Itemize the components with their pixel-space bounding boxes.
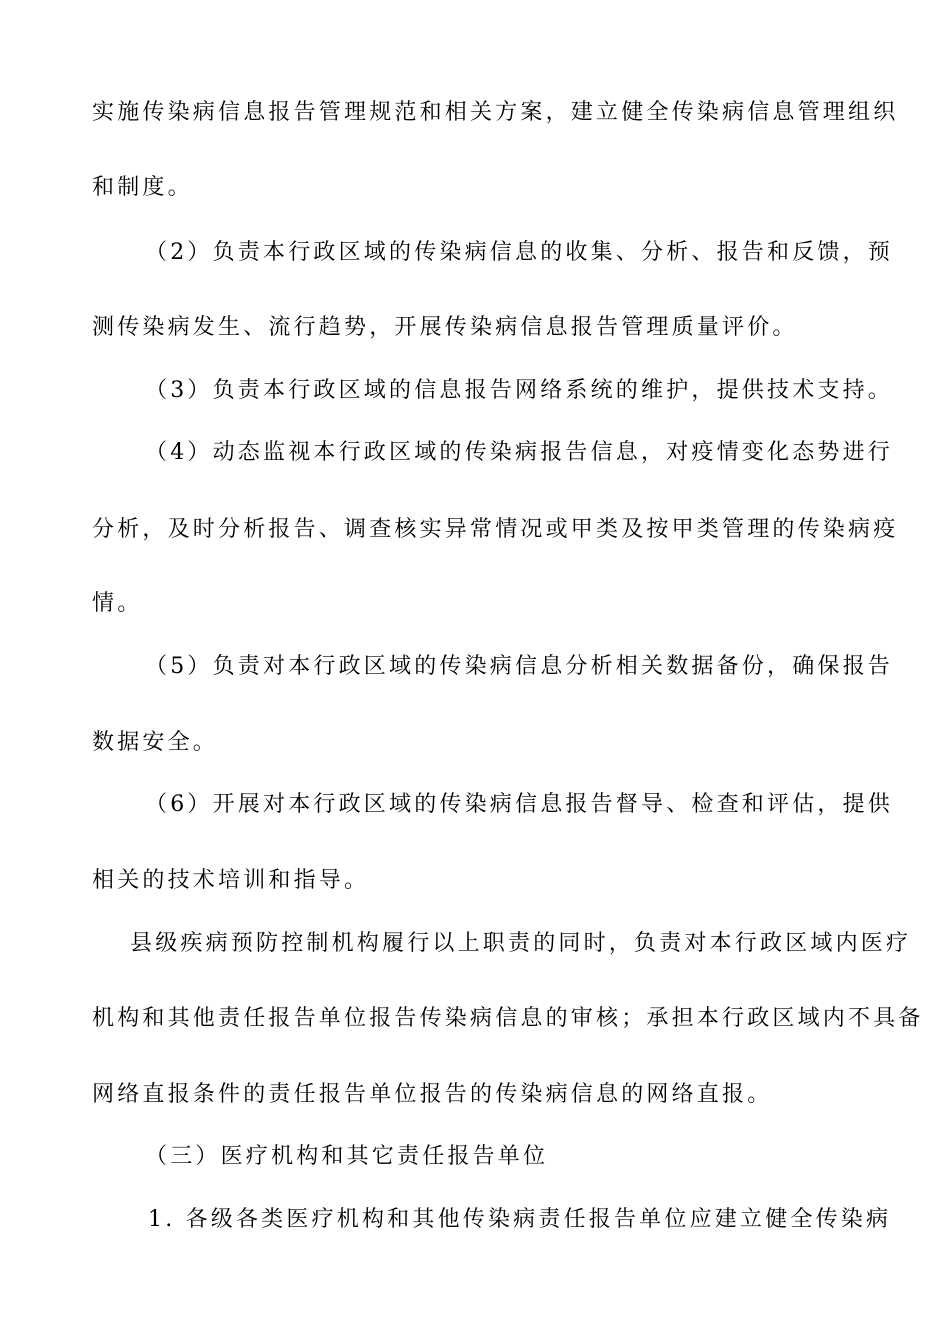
text-line: 网络直报条件的责任报告单位报告的传染病信息的网络直报。 bbox=[92, 1082, 773, 1107]
text-line: （6）开展对本行政区域的传染病信息报告督导、检查和评估，提供 bbox=[145, 792, 893, 817]
text-line: 机构和其他责任报告单位报告传染病信息的审核；承担本行政区域内不具备 bbox=[92, 1006, 924, 1031]
section-heading: （三）医疗机构和其它责任报告单位 bbox=[145, 1144, 549, 1169]
text-line: （3）负责本行政区域的信息报告网络系统的维护，提供技术支持。 bbox=[145, 378, 893, 403]
text-line: （4）动态监视本行政区域的传染病报告信息，对疫情变化态势进行 bbox=[145, 440, 893, 465]
text-line: 县级疾病预防控制机构履行以上职责的同时，负责对本行政区域内医疗 bbox=[130, 931, 912, 956]
text-line: （2）负责本行政区域的传染病信息的收集、分析、报告和反馈，预 bbox=[145, 240, 893, 265]
text-line: 和制度。 bbox=[92, 175, 193, 200]
text-line: （5）负责对本行政区域的传染病信息分析相关数据备份，确保报告 bbox=[145, 654, 893, 679]
text-line: 情。 bbox=[92, 591, 143, 616]
text-line: 数据安全。 bbox=[92, 730, 219, 755]
text-line: 相关的技术培训和指导。 bbox=[92, 868, 370, 893]
text-line: 实施传染病信息报告管理规范和相关方案，建立健全传染病信息管理组织 bbox=[92, 100, 899, 125]
text-line: 测传染病发生、流行趋势，开展传染病信息报告管理质量评价。 bbox=[92, 315, 798, 340]
text-line: 1. 各级各类医疗机构和其他传染病责任报告单位应建立健全传染病 bbox=[148, 1207, 892, 1232]
text-line: 分析，及时分析报告、调查核实异常情况或甲类及按甲类管理的传染病疫 bbox=[92, 517, 899, 542]
